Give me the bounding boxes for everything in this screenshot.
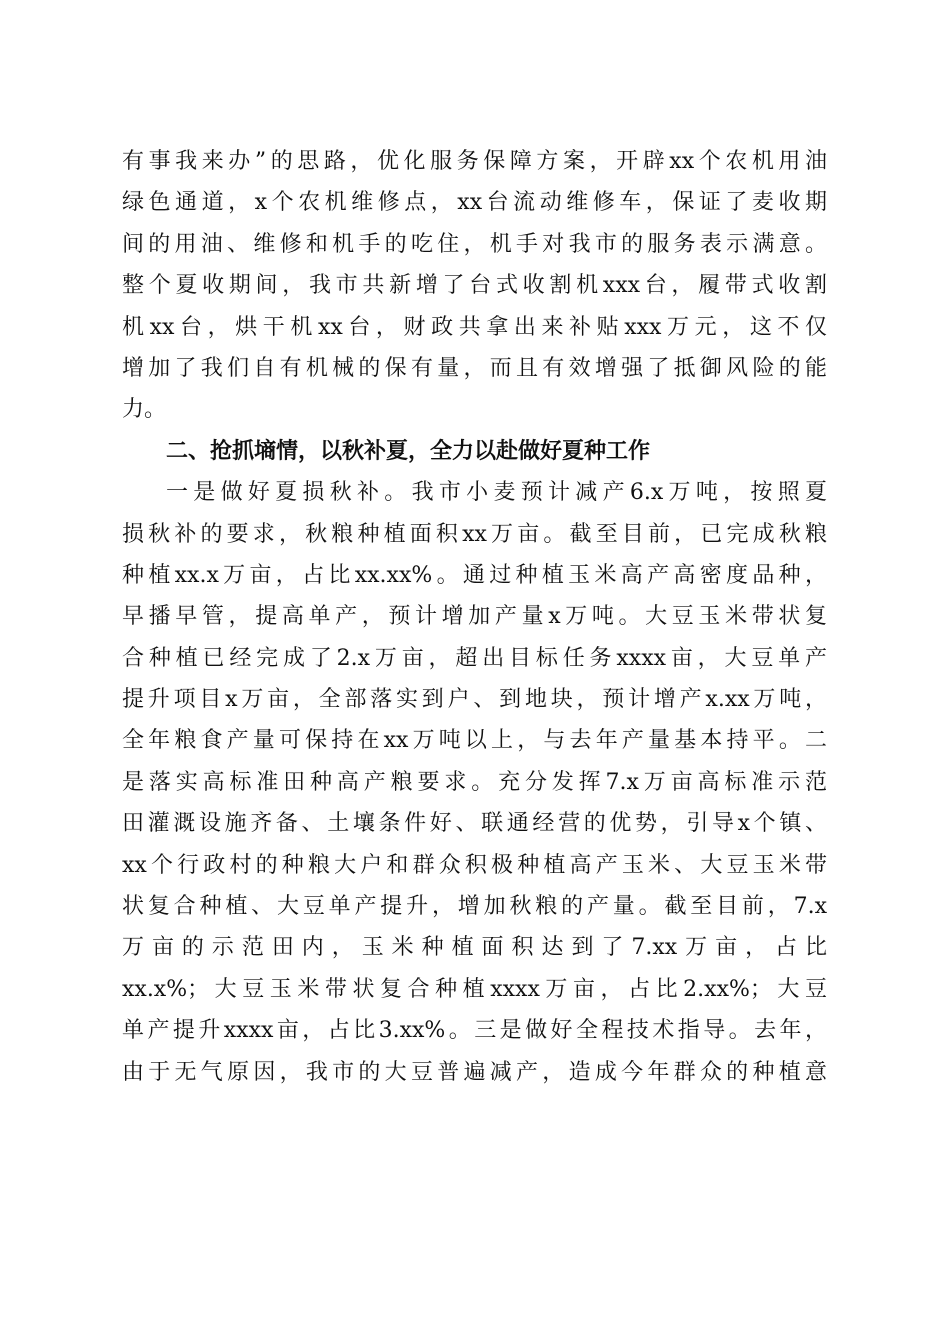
paragraph-line: 绿色通道，x个农机维修点，xx台流动维修车，保证了麦收期	[122, 190, 827, 216]
paragraph-line: 有事我来办”的思路，优化服务保障方案，开辟xx个农机用油	[122, 149, 827, 174]
paragraph-line: xx.x%；大豆玉米带状复合种植xxxx万亩，占比2.xx%；大豆	[122, 976, 827, 1002]
paragraph-line: 力。	[122, 397, 167, 423]
section-heading: 二、抢抓墒情，以秋补夏，全力以赴做好夏种工作	[166, 438, 651, 464]
paragraph-line: 全年粮食产量可保持在xx万吨以上，与去年产量基本持平。二	[122, 728, 827, 754]
paragraph-line: 由于无气原因，我市的大豆普遍减产，造成今年群众的种植意	[122, 1059, 827, 1085]
paragraph-line: 提升项目x万亩，全部落实到户、到地块，预计增产x.xx万吨，	[122, 687, 827, 713]
paragraph-line: 合种植已经完成了2.x万亩，超出目标任务xxxx亩，大豆单产	[122, 645, 827, 671]
paragraph-line: 早播早管，提高单产，预计增加产量x万吨。大豆玉米带状复	[122, 604, 827, 630]
paragraph-line: 万亩的示范田内，玉米种植面积达到了7.xx万亩，占比	[122, 935, 827, 961]
paragraph-line: 损秋补的要求，秋粮种植面积xx万亩。截至目前，已完成秋粮	[122, 521, 827, 547]
paragraph-line: 单产提升xxxx亩，占比3.xx%。三是做好全程技术指导。去年，	[122, 1018, 827, 1044]
paragraph-line: xx个行政村的种粮大户和群众积极种植高产玉米、大豆玉米带	[122, 852, 827, 878]
paragraph-line: 一是做好夏损秋补。我市小麦预计减产6.x万吨，按照夏	[166, 480, 827, 506]
paragraph-line: 整个夏收期间，我市共新增了台式收割机xxx台，履带式收割	[122, 273, 827, 299]
paragraph-line: 种植xx.x万亩，占比xx.xx%。通过种植玉米高产高密度品种，	[122, 562, 827, 588]
paragraph-line: 是落实高标准田种高产粮要求。充分发挥7.x万亩高标准示范	[122, 769, 827, 795]
paragraph-line: 增加了我们自有机械的保有量，而且有效增强了抵御风险的能	[122, 355, 827, 381]
document-page	[122, 141, 827, 1093]
paragraph-line: 间的用油、维修和机手的吃住，机手对我市的服务表示满意。	[122, 231, 827, 257]
paragraph-line: 田灌溉设施齐备、土壤条件好、联通经营的优势，引导x个镇、	[122, 811, 827, 837]
paragraph-line: 机xx台，烘干机xx台，财政共拿出来补贴xxx万元，这不仅	[122, 314, 827, 340]
paragraph-line: 状复合种植、大豆单产提升，增加秋粮的产量。截至目前，7.x	[122, 894, 827, 920]
